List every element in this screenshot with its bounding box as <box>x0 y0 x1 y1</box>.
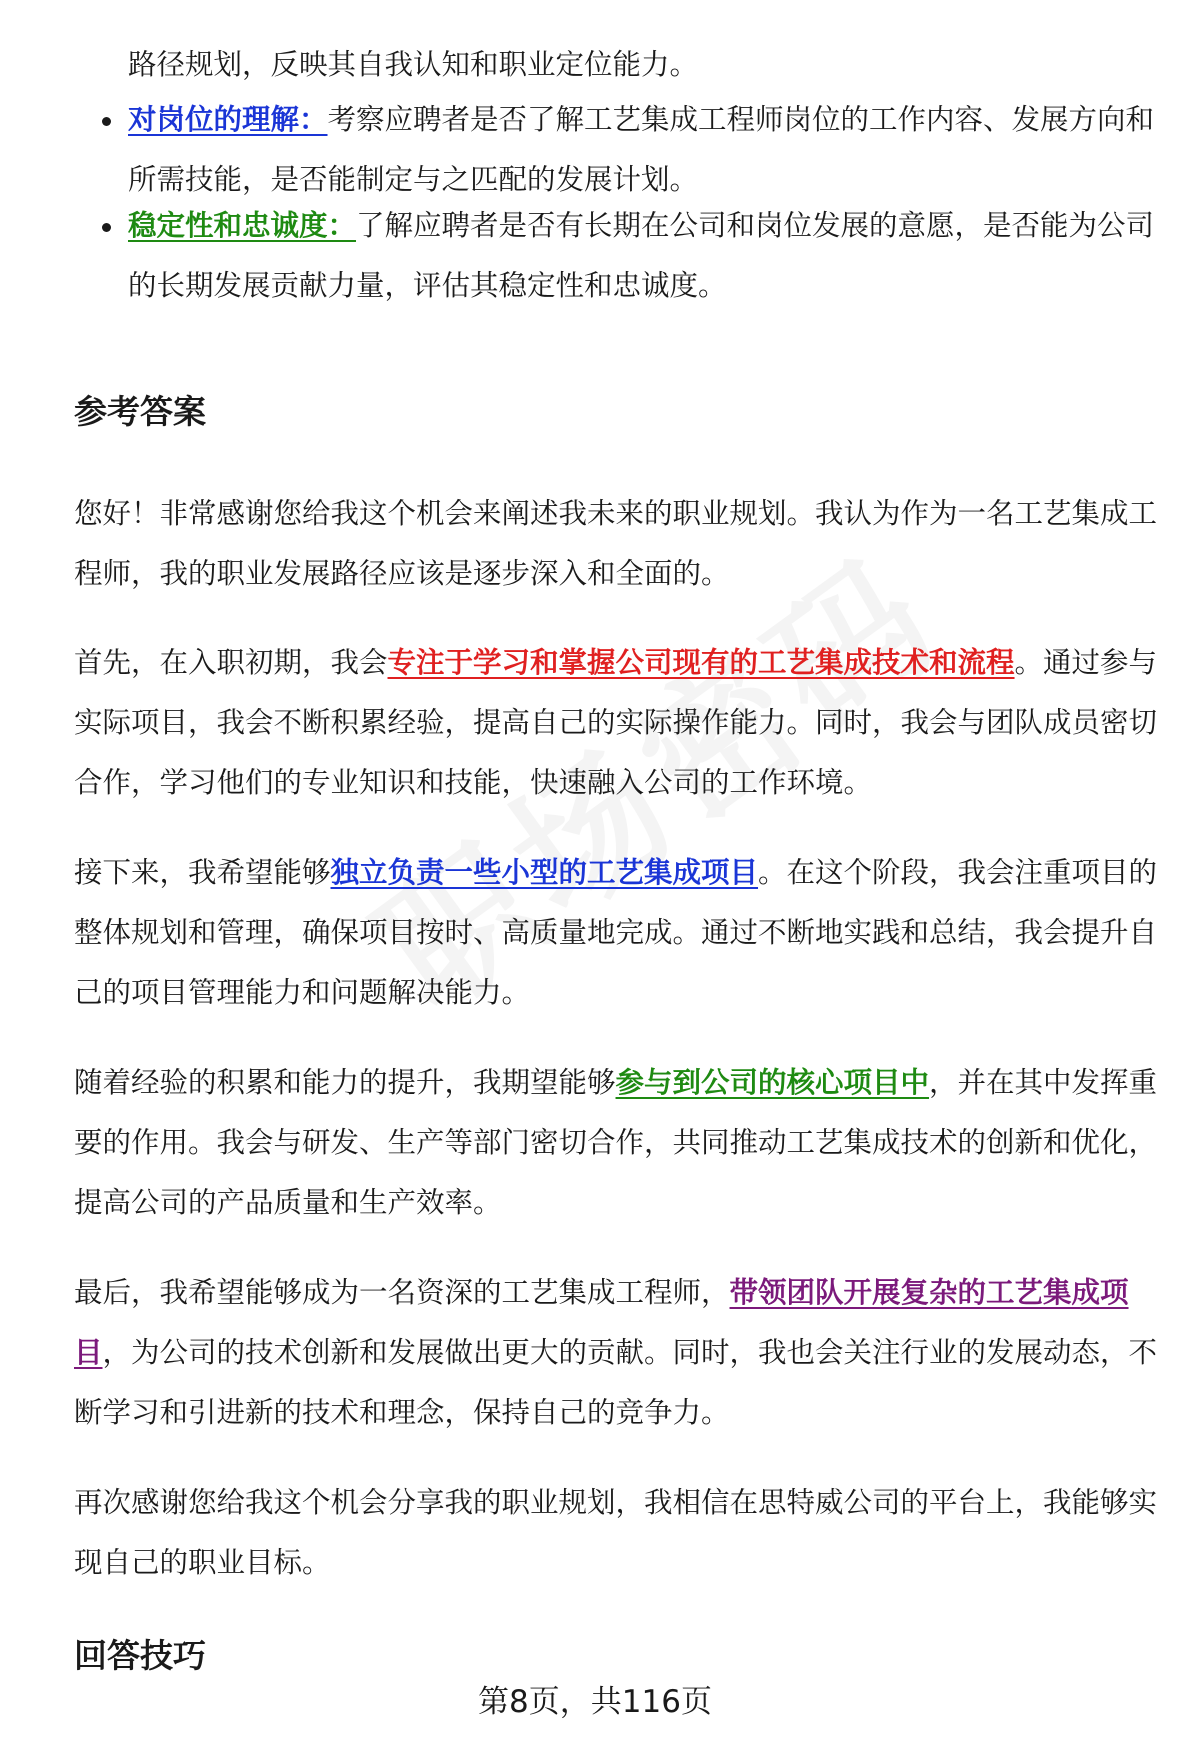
paragraph-text: 再次感谢您给我这个机会分享我的职业规划，我相信在思特威公司的平台上，我能够实现自己的职业目标。 <box>74 1486 1158 1579</box>
bullet-dot-icon <box>102 223 111 232</box>
bullet-dot-icon <box>102 117 111 126</box>
bullet-item-job-understanding <box>128 90 1164 210</box>
highlight-text: 独立负责一些小型的工艺集成项目 <box>330 856 759 889</box>
continuation-text: 路径规划，反映其自我认知和职业定位能力。 <box>128 48 699 81</box>
section-heading: 回答技巧 <box>74 1636 206 1675</box>
bullet-continuation <box>128 35 1164 95</box>
bullet-label: 对岗位的理解： <box>128 103 328 136</box>
answer-paragraph-4 <box>74 1053 1164 1233</box>
page-number: 第8页，共116页 <box>478 1684 712 1720</box>
paragraph-text: 您好！非常感谢您给我这个机会来阐述我未来的职业规划。我认为作为一名工艺集成工程师，我的职业发展路径应该是逐步深入和全面的。 <box>74 497 1158 590</box>
answer-paragraph-2 <box>74 633 1164 813</box>
bullet-text: 了解应聘者是否有长期在公司和岗位发展的意愿，是否能为公司的长期发展贡献力量，评估其稳定性和忠诚度。 <box>128 209 1155 302</box>
answer-paragraph-5 <box>74 1263 1164 1443</box>
tips-heading-block <box>74 1632 1164 1680</box>
paragraph-text: 最后，我希望能够成为一名资深的工艺集成工程师， <box>74 1276 730 1309</box>
answer-paragraph-6 <box>74 1473 1164 1593</box>
paragraph-text: 接下来，我希望能够 <box>74 856 331 889</box>
section-heading: 参考答案 <box>74 392 206 431</box>
bullet-text: 考察应聘者是否了解工艺集成工程师岗位的工作内容、发展方向和所需技能，是否能制定与之匹配的发展计划。 <box>128 103 1155 196</box>
bullet-label: 稳定性和忠诚度： <box>128 209 357 242</box>
paragraph-text: 。通过参与实际项目，我会不断积累经验，提高自己的实际操作能力。同时，我会与团队成员密切合作，学习他们的专业知识和技能，快速融入公司的工作环境。 <box>74 646 1158 799</box>
answer-heading-block <box>74 388 1164 436</box>
answer-paragraph-1 <box>74 484 1164 604</box>
answer-paragraph-3 <box>74 843 1164 1023</box>
paragraph-text: 随着经验的积累和能力的提升，我期望能够 <box>74 1066 616 1099</box>
highlight-text: 带领团队开展复杂的工艺集成项目 <box>74 1276 1129 1369</box>
highlight-text: 参与到公司的核心项目中 <box>615 1066 930 1099</box>
paragraph-text: 。在这个阶段，我会注重项目的整体规划和管理，确保项目按时、高质量地完成。通过不断地实践和总结，我会提升自己的项目管理能力和问题解决能力。 <box>74 856 1158 1009</box>
paragraph-text: 首先，在入职初期，我会 <box>74 646 388 679</box>
highlight-text: 专注于学习和掌握公司现有的工艺集成技术和流程 <box>387 646 1015 679</box>
paragraph-text: ，为公司的技术创新和发展做出更大的贡献。同时，我也会关注行业的发展动态，不断学习和引进新的技术和理念，保持自己的竞争力。 <box>74 1336 1158 1429</box>
paragraph-text: ，并在其中发挥重要的作用。我会与研发、生产等部门密切合作，共同推动工艺集成技术的创新和优化，提高公司的产品质量和生产效率。 <box>74 1066 1158 1219</box>
bullet-item-stability <box>128 196 1164 316</box>
